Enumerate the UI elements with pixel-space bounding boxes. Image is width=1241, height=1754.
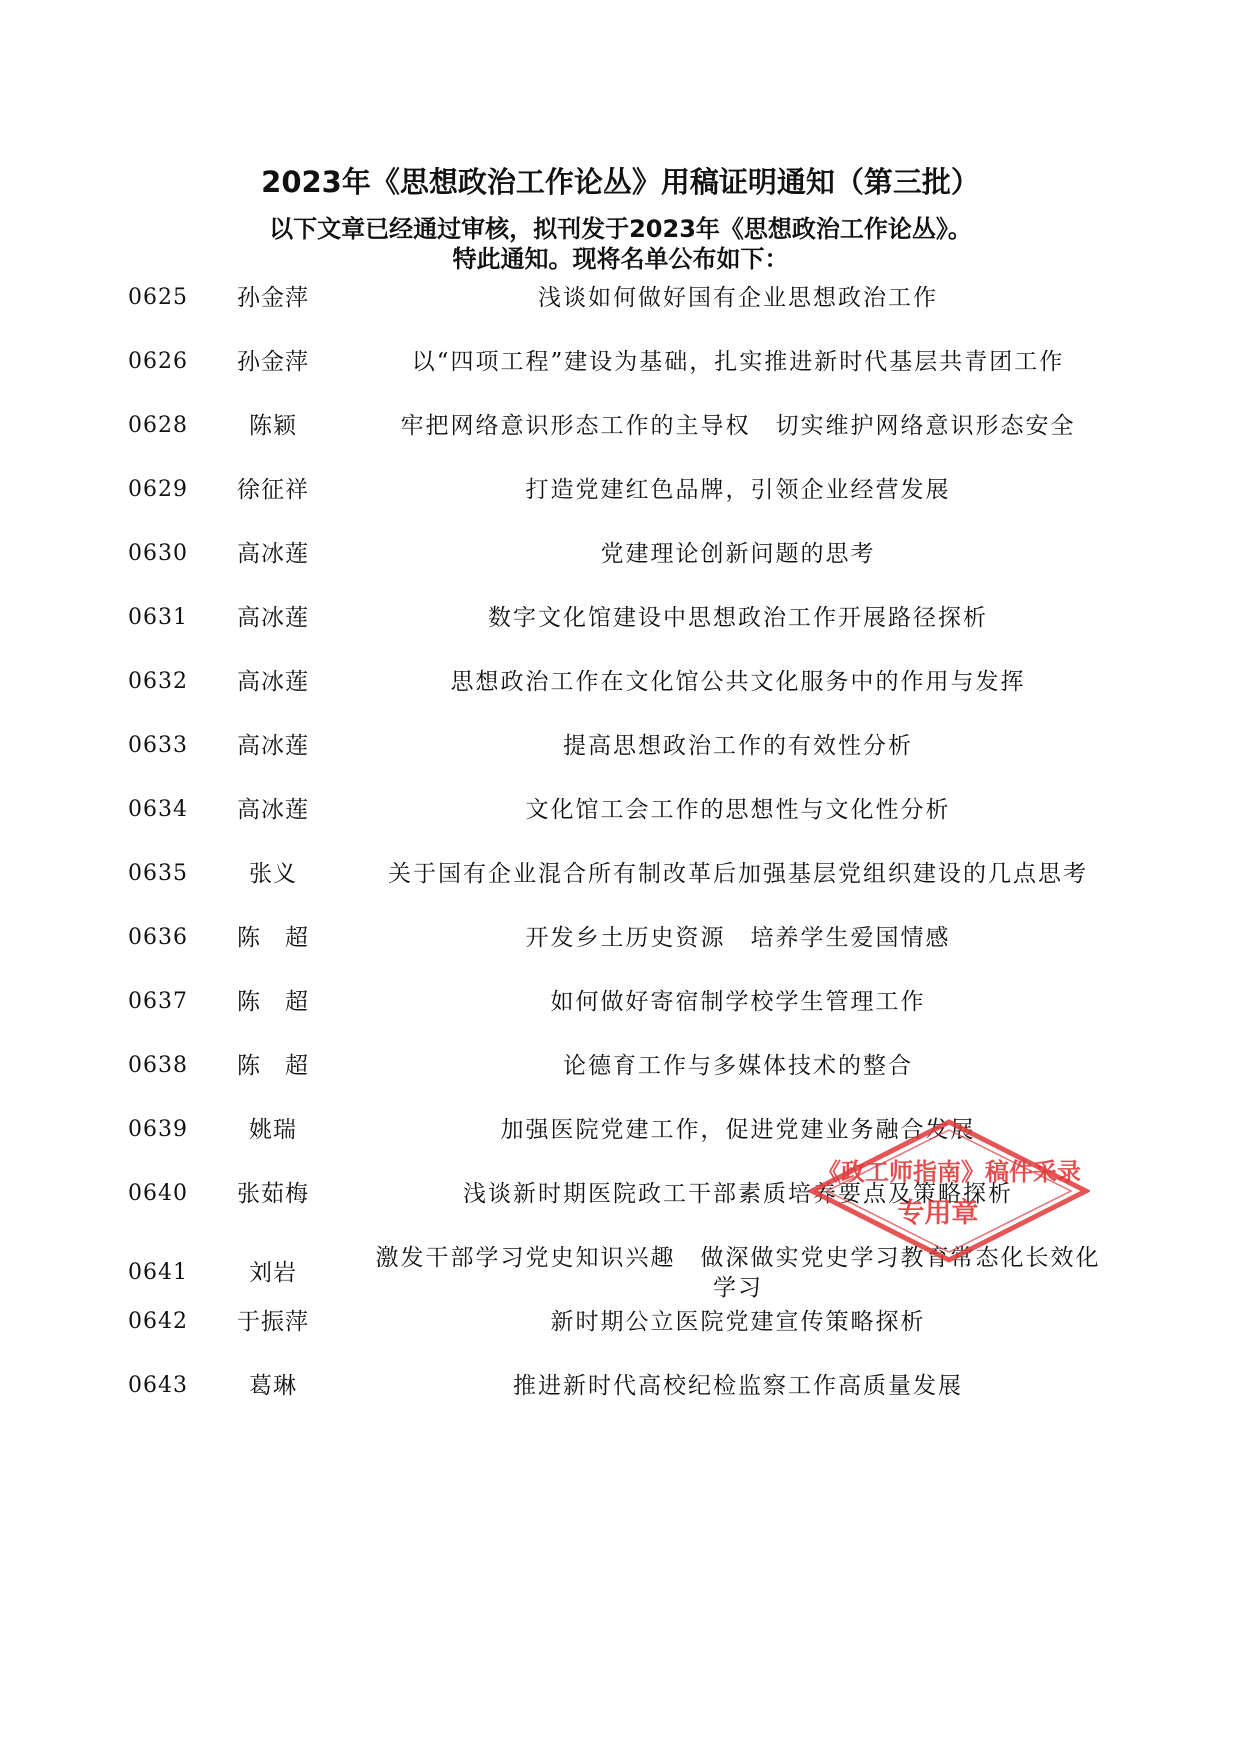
entry-number: 0630 (128, 541, 188, 566)
list-item (0, 1307, 1241, 1371)
list-item (0, 1371, 1241, 1435)
list-item (0, 283, 1241, 347)
entry-number: 0638 (128, 1053, 188, 1078)
entry-article-title: 浅谈新时期医院政工干部素质培养要点及策略探析 (463, 1181, 1013, 1207)
entry-number: 0633 (128, 733, 188, 758)
entry-number: 0634 (128, 797, 188, 822)
entry-author: 姚瑞 (249, 1117, 297, 1143)
seal-text-line-1: 《政工师指南》稿件采录 (817, 1158, 1081, 1186)
entry-author: 陈 超 (237, 1053, 309, 1079)
page-title: 2023年《思想政治工作论丛》用稿证明通知（第三批） (261, 165, 980, 199)
entry-number: 0643 (128, 1373, 188, 1398)
entry-article-title: 浅谈如何做好国有企业思想政治工作 (538, 285, 938, 311)
entry-number: 0635 (128, 861, 188, 886)
list-item (0, 667, 1241, 731)
entry-author: 于振萍 (237, 1309, 309, 1335)
list-item (0, 1179, 1241, 1243)
entry-number: 0641 (128, 1260, 188, 1285)
entry-number: 0637 (128, 989, 188, 1014)
entry-author: 张义 (249, 861, 297, 887)
entry-author: 高冰莲 (237, 541, 309, 567)
entry-author: 陈颖 (249, 413, 297, 439)
entry-article-title: 数字文化馆建设中思想政治工作开展路径探析 (488, 605, 988, 631)
entry-article-title: 提高思想政治工作的有效性分析 (563, 733, 913, 759)
entry-article-title: 以“四项工程”建设为基础，扎实推进新时代基层共青团工作 (411, 349, 1065, 375)
entry-author: 高冰莲 (237, 797, 309, 823)
entry-author: 徐征祥 (237, 477, 309, 503)
list-item (0, 347, 1241, 411)
list-item (0, 987, 1241, 1051)
entry-number: 0631 (128, 605, 188, 630)
entry-author: 张茹梅 (237, 1181, 309, 1207)
subtitle-line-2: 特此通知。现将名单公布如下： (452, 245, 789, 273)
entry-author: 陈 超 (237, 989, 309, 1015)
entry-author: 高冰莲 (237, 733, 309, 759)
entry-author: 陈 超 (237, 925, 309, 951)
entry-article-title: 论德育工作与多媒体技术的整合 (563, 1053, 913, 1079)
entry-article-title: 开发乡土历史资源 培养学生爱国情感 (525, 925, 951, 951)
entry-article-title: 打造党建红色品牌，引领企业经营发展 (525, 477, 951, 503)
list-item (0, 1051, 1241, 1115)
list-item (0, 1243, 1241, 1307)
entry-number: 0642 (128, 1309, 188, 1334)
list-item (0, 411, 1241, 475)
entry-article-title: 激发干部学习党史知识兴趣 做深做实党史学习教育常态化长效化学习 (375, 1245, 1101, 1301)
entry-number: 0640 (128, 1181, 188, 1206)
entry-number: 0625 (128, 285, 188, 310)
list-item (0, 1115, 1241, 1179)
entry-author: 刘岩 (249, 1260, 297, 1286)
entry-author: 孙金萍 (237, 349, 309, 375)
entry-article-title: 牢把网络意识形态工作的主导权 切实维护网络意识形态安全 (400, 413, 1076, 439)
entry-author: 高冰莲 (237, 605, 309, 631)
entry-number: 0636 (128, 925, 188, 950)
entry-article-title: 如何做好寄宿制学校学生管理工作 (550, 989, 926, 1015)
entry-number: 0626 (128, 349, 188, 374)
page-subtitle (0, 214, 1241, 274)
list-item (0, 731, 1241, 795)
entry-article-title: 新时期公立医院党建宣传策略探析 (550, 1309, 926, 1335)
article-list (0, 283, 1241, 1435)
list-item (0, 603, 1241, 667)
entry-article-title: 文化馆工会工作的思想性与文化性分析 (525, 797, 951, 823)
list-item (0, 923, 1241, 987)
entry-article-title: 思想政治工作在文化馆公共文化服务中的作用与发挥 (450, 669, 1026, 695)
entry-author: 葛琳 (249, 1373, 297, 1399)
list-item (0, 539, 1241, 603)
seal-text-line-2: 专用章 (897, 1198, 979, 1229)
list-item (0, 859, 1241, 923)
entry-number: 0639 (128, 1117, 188, 1142)
entry-article-title: 加强医院党建工作，促进党建业务融合发展 (500, 1117, 976, 1143)
entry-number: 0628 (128, 413, 188, 438)
entry-author: 高冰莲 (237, 669, 309, 695)
entry-number: 0629 (128, 477, 188, 502)
list-item (0, 795, 1241, 859)
entry-article-title: 推进新时代高校纪检监察工作高质量发展 (513, 1373, 963, 1399)
entry-article-title: 党建理论创新问题的思考 (600, 541, 876, 567)
entry-article-title: 关于国有企业混合所有制改革后加强基层党组织建设的几点思考 (388, 861, 1088, 887)
subtitle-line-1: 以下文章已经通过审核，拟刊发于2023年《思想政治工作论丛》。 (269, 215, 972, 243)
list-item (0, 475, 1241, 539)
entry-author: 孙金萍 (237, 285, 309, 311)
entry-number: 0632 (128, 669, 188, 694)
